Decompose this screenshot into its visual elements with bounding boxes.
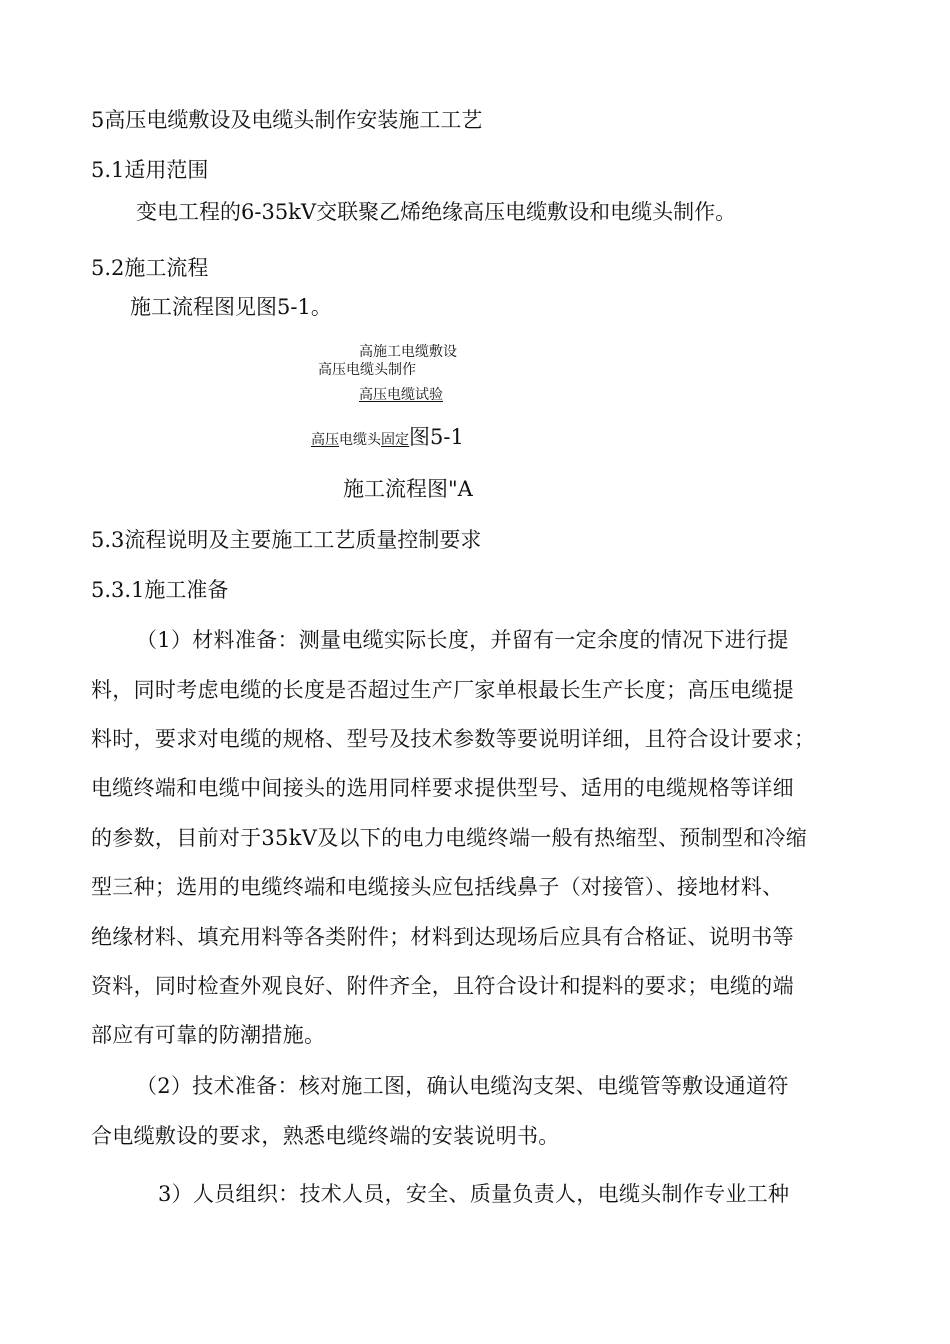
para-2-line: 合电缆敷设的要求，熟悉电缆终端的安装说明书。 — [91, 1124, 560, 1148]
figure-number: 图5-1 — [409, 425, 464, 449]
flow-step-fix-part-a: 高压 — [311, 432, 339, 448]
para-1-line: （1）材料准备：测量电缆实际长度，并留有一定余度的情况下进行提 — [136, 628, 789, 652]
section-5-1-heading: 5.1适用范围 — [91, 158, 209, 182]
section-5-1-text: 变电工程的6-35kV交联聚乙烯绝缘高压电缆敷设和电缆头制作。 — [136, 200, 737, 224]
section-5-2-heading: 5.2施工流程 — [91, 256, 209, 280]
para-1-line: 部应有可靠的防潮措施。 — [91, 1023, 326, 1047]
para-2-line: （2）技术准备：核对施工图，确认电缆沟支架、电缆管等敷设通道符 — [136, 1074, 789, 1098]
section-5-heading: 5高压电缆敷设及电缆头制作安装施工工艺 — [91, 108, 483, 132]
para-3-line: 3）人员组织：技术人员，安全、质量负责人，电缆头制作专业工种 — [158, 1182, 790, 1206]
para-1-line: 的参数，目前对于35kV及以下的电力电缆终端一般有热缩型、预制型和冷缩 — [91, 826, 808, 850]
para-1-line: 料，同时考虑电缆的长度是否超过生产厂家单根最长生产长度；高压电缆提 — [91, 678, 794, 702]
flow-step-fix-part-c: 固定 — [381, 432, 409, 448]
flow-step-fix-row — [311, 427, 464, 448]
para-1-line: 电缆终端和电缆中间接头的选用同样要求提供型号、适用的电缆规格等详细 — [91, 776, 794, 800]
para-1-line: 资料，同时检查外观良好、附件齐全，且符合设计和提料的要求；电缆的端 — [91, 974, 794, 998]
para-1-line: 型三种；选用的电缆终端和电缆接头应包括线鼻子（对接管）、接地材料、 — [91, 875, 784, 899]
flow-step-cable-laying: 高施工电缆敷设 — [359, 344, 457, 360]
para-1-line: 料时，要求对电缆的规格、型号及技术参数等要说明详细，且符合设计要求； — [91, 727, 816, 751]
figure-caption: 施工流程图"A — [343, 477, 473, 501]
section-5-3-1-heading: 5.3.1施工准备 — [91, 578, 229, 602]
para-1-line: 绝缘材料、填充用料等各类附件；材料到达现场后应具有合格证、说明书等 — [91, 925, 794, 949]
flow-step-fix-part-b: 电缆头 — [339, 432, 381, 448]
section-5-2-text: 施工流程图见图5-1。 — [130, 295, 332, 319]
section-5-3-heading: 5.3流程说明及主要施工工艺质量控制要求 — [91, 528, 482, 552]
flow-step-cable-head: 高压电缆头制作 — [318, 362, 416, 378]
flow-step-cable-test: 高压电缆试验 — [359, 387, 443, 403]
